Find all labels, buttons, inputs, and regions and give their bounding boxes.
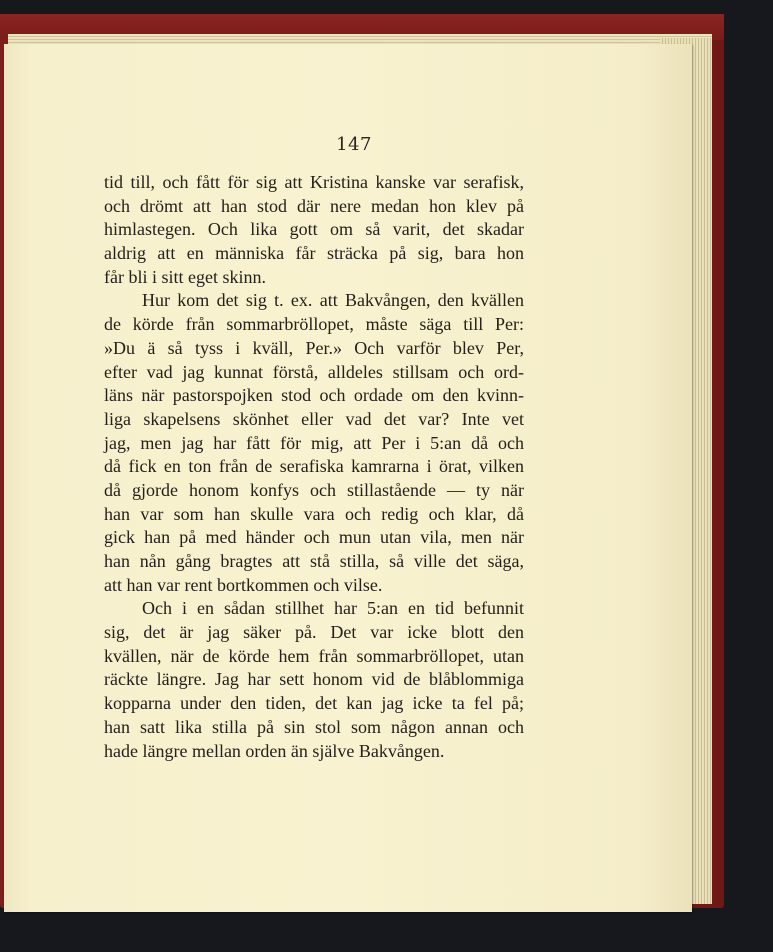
text-line: och drömt att han stod där nere medan hon klev på [104, 195, 524, 216]
text-line: att han var rent bortkommen och vilse. [104, 574, 383, 595]
text-line: de körde från sommarbröllopet, måste säga till Per: [104, 314, 524, 335]
text-line: får bli i sitt eget skinn. [104, 266, 266, 287]
text-line: han var som han skulle vara och redig och klar, då [104, 503, 524, 524]
text-line: »Du ä så tyss i kväll, Per.» Och varför blev Per, [104, 337, 524, 358]
text-line: då gjorde honom konfys och stillastående — ty när [104, 479, 524, 500]
text-line: räckte längre. Jag har sett honom vid de blåblommiga [104, 669, 524, 690]
text-line: sig, det är jag säker på. Det var icke blott den [104, 622, 524, 643]
text-line: tid till, och fått för sig att Kristina kanske var serafisk, [104, 172, 524, 192]
text-line: liga skapelsens skönhet eller vad det var? Inte vet [104, 408, 524, 429]
text-line: jag, men jag har fått för mig, att Per i 5:an då och [104, 432, 524, 453]
text-line: kvällen, när de körde hem från sommarbröllopet, utan [104, 645, 524, 666]
text-line: då fick en ton från de serafiska kamrarna i örat, vilken [104, 456, 524, 477]
page-number: 147 [336, 134, 372, 155]
text-line: hade längre mellan orden än själve Bakvången. [104, 740, 445, 761]
text-line: han satt lika stilla på sin stol som någon annan och [104, 716, 524, 737]
text-line: Hur kom det sig t. ex. att Bakvången, den kvällen [142, 290, 524, 311]
text-line: Och i en sådan stillhet har 5:an en tid befunnit [142, 598, 524, 619]
text-line: himlastegen. Och lika gott om så varit, det skadar [104, 219, 524, 240]
text-line: aldrig att en människa får sträcka på sig, bara hon [104, 243, 524, 264]
text-line: läns när pastorspojken stod och ordade om den kvinn- [104, 385, 524, 406]
text-line: han nån gång bragtes att stå stilla, så ville det säga, [104, 551, 524, 571]
text-line: kopparna under den tiden, det kan jag icke ta fel på; [104, 693, 524, 714]
page-text [104, 171, 524, 763]
text-line: gick han på med händer och mun utan vila, men när [104, 527, 524, 548]
text-line: efter vad jag kunnat förstå, alldeles stillsam och ord- [104, 361, 524, 382]
